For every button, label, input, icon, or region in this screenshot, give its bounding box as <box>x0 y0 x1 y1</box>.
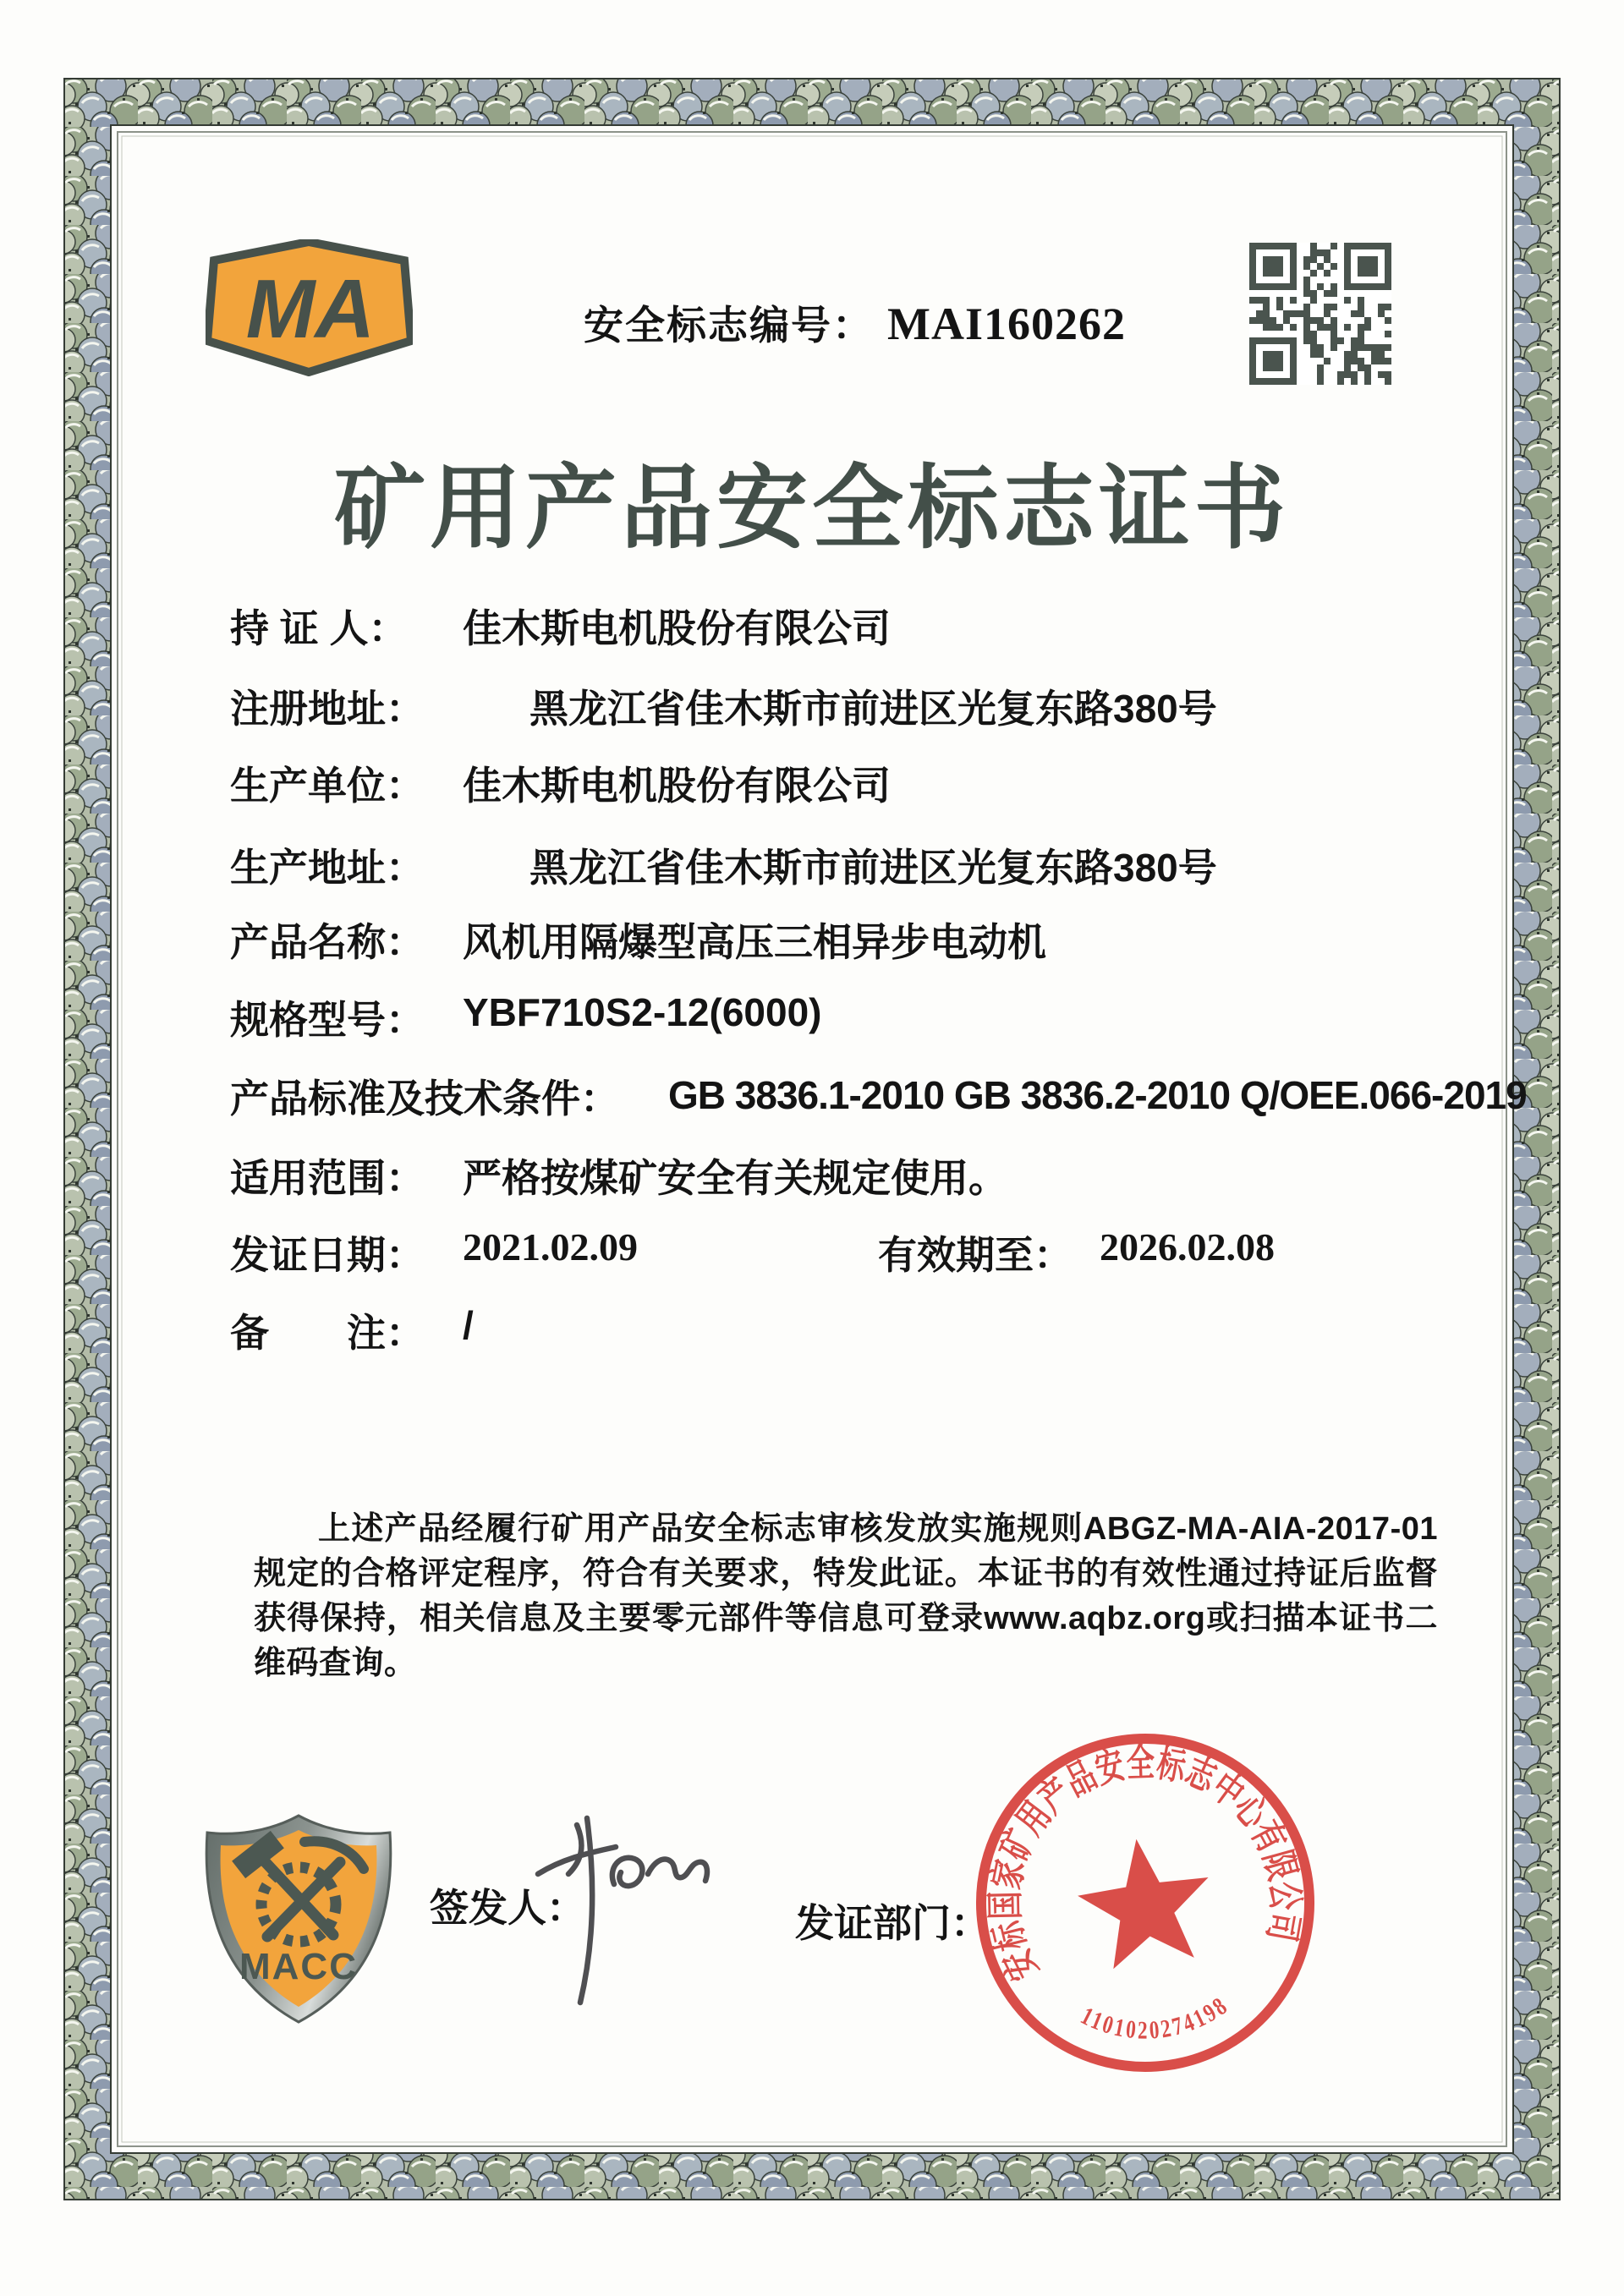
qr-code <box>1249 243 1391 385</box>
field-value: 黑龙江省佳木斯市前进区光复东路380号 <box>529 846 1217 890</box>
field-value: 佳木斯电机股份有限公司 <box>463 606 891 650</box>
field-row-issue-date <box>0 1225 1624 1277</box>
field-row-scope <box>0 1148 1624 1200</box>
field-label: 适用范围： <box>230 1156 425 1200</box>
field-row-reg-address <box>0 678 1624 731</box>
field-row-product-name <box>0 912 1624 964</box>
stamp-ring-text: 安标国家矿用产品安全标志中心有限公司 <box>982 1740 1309 1988</box>
field-label: 发证日期： <box>230 1233 425 1277</box>
field-label: 产品名称： <box>230 920 425 964</box>
field-row-remark <box>0 1302 1624 1355</box>
safety-mark-number-line <box>584 294 1126 351</box>
field-label: 持 证 人： <box>230 606 408 650</box>
issue-date-value: 2021.02.09 <box>463 1225 638 1269</box>
stamp-serial-number: 1101020274198 <box>1076 1988 1237 2045</box>
serial-label: 安全标志编号： <box>584 303 874 348</box>
field-value: 风机用隔爆型高压三相异步电动机 <box>463 920 1046 964</box>
macc-shield-logo <box>201 1810 396 2028</box>
field-label: 产品标准及技术条件： <box>230 1077 619 1121</box>
field-row-holder <box>0 598 1624 650</box>
field-value: 严格按煤矿安全有关规定使用。 <box>463 1156 1007 1200</box>
field-row-model <box>0 989 1624 1042</box>
issuer-signature <box>504 1801 758 2055</box>
macc-shield-text: MACC <box>239 1946 358 1987</box>
stamp-star <box>1071 1830 1219 1973</box>
valid-until-value: 2026.02.08 <box>1100 1225 1275 1269</box>
field-label: 生产单位： <box>230 764 425 808</box>
field-value: 佳木斯电机股份有限公司 <box>463 764 891 808</box>
remark-value: / <box>463 1303 474 1347</box>
ma-badge-text: MA <box>245 262 376 355</box>
field-label: 生产地址： <box>230 846 425 890</box>
field-value: 黑龙江省佳木斯市前进区光复东路380号 <box>529 687 1217 731</box>
certificate-statement: 上述产品经履行矿用产品安全标志审核发放实施规则ABGZ-MA-AIA-2017-01规定的合格评定程序，符合有关要求，特发此证。本证书的有效性通过持证后监督获得保持，相关信息及主要零元部件等信息可登录www.aqbz.org或扫描本证书二维码查询。 <box>254 1511 1438 1681</box>
valid-until-label: 有效期至： <box>878 1233 1073 1277</box>
ma-safety-mark-logo <box>206 239 413 376</box>
serial-value: MAI160262 <box>887 299 1126 349</box>
field-row-manufacturer <box>0 755 1624 808</box>
field-label: 注册地址： <box>230 687 425 731</box>
field-row-standards <box>0 1068 1624 1121</box>
issuing-department-label: 发证部门： <box>795 1901 990 1945</box>
certificate-title: 矿用产品安全标志证书 <box>333 457 1290 559</box>
field-label: 备 注： <box>230 1311 425 1355</box>
issuer-label: 签发人： <box>430 1886 585 1930</box>
field-label: 规格型号： <box>230 998 425 1042</box>
official-red-stamp <box>943 1701 1348 2106</box>
svg-text:1101020274198 <box>1073 1982 1237 2055</box>
field-value: YBF710S2-12(6000) <box>463 990 822 1034</box>
field-row-prod-address <box>0 837 1624 890</box>
field-value: GB 3836.1-2010 GB 3836.2-2010 Q/OEE.066-2019 <box>668 1073 1527 1117</box>
